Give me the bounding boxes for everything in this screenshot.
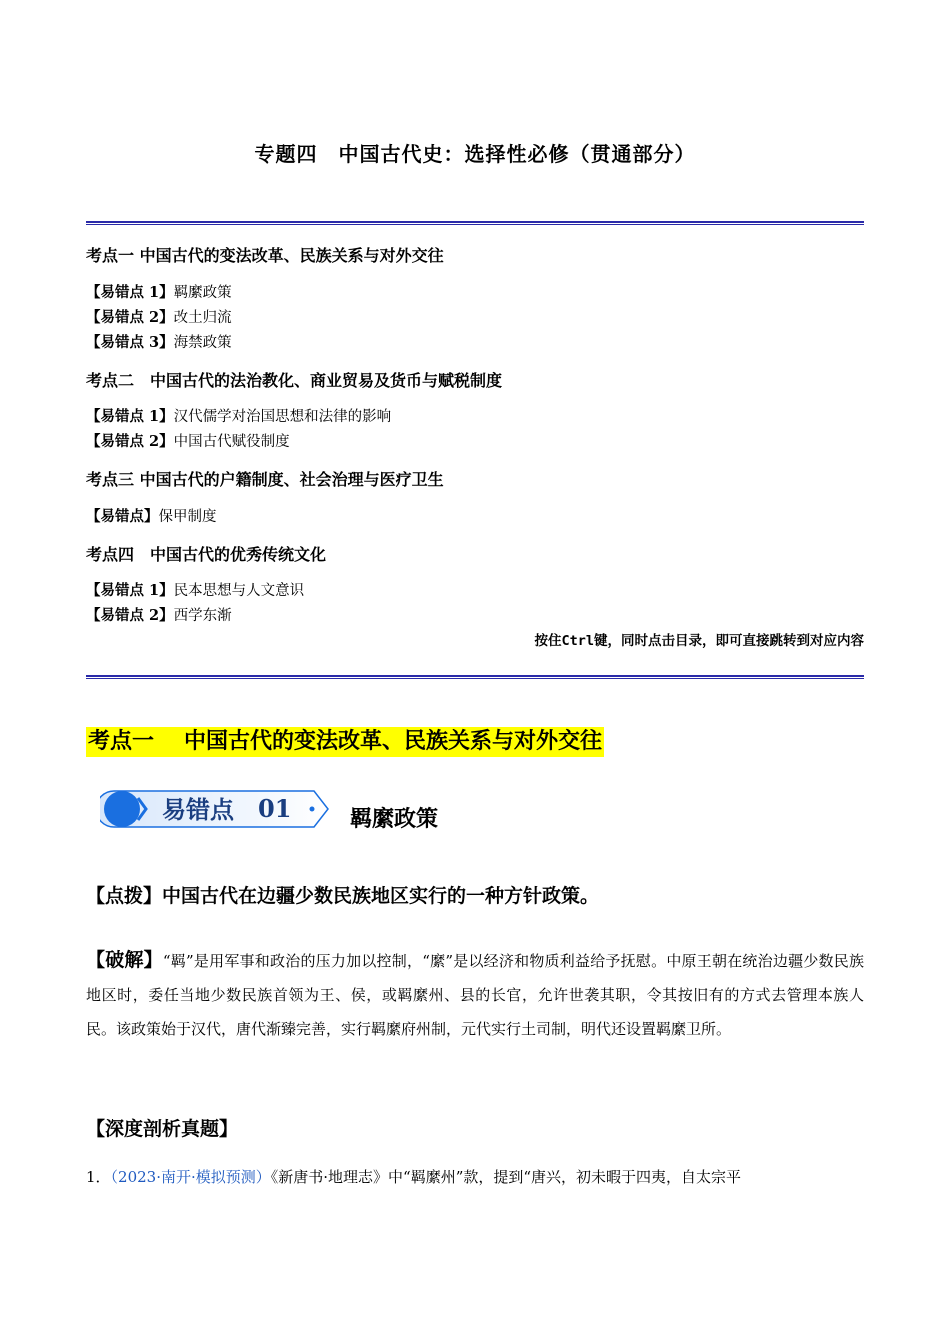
question-source[interactable]: （2023·南开·模拟预测） xyxy=(110,1168,271,1186)
document-title: 专题四 中国古代史：选择性必修（贯通部分） xyxy=(254,142,696,166)
toc-item-text: 汉代儒学对治国思想和法律的影响 xyxy=(173,409,392,425)
toc-item[interactable] xyxy=(86,306,232,327)
toc-heading-1[interactable]: 考点一 中国古代的变法改革、民族关系与对外交往 xyxy=(86,246,444,265)
toc-item[interactable] xyxy=(86,505,217,526)
toc-item-tag: 【易错点 3】 xyxy=(86,334,174,351)
toc-item-tag: 【易错点 2】 xyxy=(86,607,174,624)
toc-item-tag: 【易错点】 xyxy=(86,508,159,525)
error-point-badge xyxy=(100,788,332,830)
explain-body: “羁”是用军事和政治的压力加以控制，“縻”是以经济和物质利益给予抚慰。中原王朝在统治边疆少数民族地区时，委任当地少数民族首领为王、侯，或羁縻州、县的长官，允许世袭其职，令其按旧有的方式去管理本族人民。该政策始于汉代，唐代渐臻完善，实行羁縻府州制，元代实行土司制，明代还设置羁縻卫所。 xyxy=(86,952,864,1038)
toc-item-tag: 【易错点 2】 xyxy=(86,309,174,326)
toc-item[interactable] xyxy=(86,331,232,352)
top-divider xyxy=(86,221,864,226)
toc-item-tag: 【易错点 1】 xyxy=(86,408,174,425)
toc-item-text: 海禁政策 xyxy=(173,335,232,351)
question-number: 1． xyxy=(86,1168,111,1186)
section-title: 中国古代的变法改革、民族关系与对外交往 xyxy=(184,729,603,754)
toc-item[interactable] xyxy=(86,405,391,426)
dot-icon xyxy=(310,807,315,812)
toc-item-tag: 【易错点 1】 xyxy=(86,582,174,599)
toc-item-text: 民本思想与人文意识 xyxy=(173,583,305,599)
badge-number: 01 xyxy=(258,794,292,823)
toc-item-text: 羁縻政策 xyxy=(173,285,232,301)
toc-item-text: 保甲制度 xyxy=(158,509,217,525)
explain-paragraph xyxy=(86,943,864,1046)
toc-heading-2[interactable]: 考点二 中国古代的法治教化、商业贸易及货币与赋税制度 xyxy=(86,371,503,390)
toc-item-text: 中国古代赋役制度 xyxy=(173,434,290,450)
error-point-title: 羁縻政策 xyxy=(350,807,439,832)
tip-line: 【点拨】中国古代在边疆少数民族地区实行的一种方针政策。 xyxy=(86,885,600,907)
explain-lead: 【破解】 xyxy=(86,949,163,971)
toc-heading-4[interactable]: 考点四 中国古代的优秀传统文化 xyxy=(86,545,327,564)
badge-circle-icon xyxy=(104,791,140,827)
toc-item[interactable] xyxy=(86,579,304,600)
section-label: 考点一 xyxy=(88,729,155,754)
toc-item[interactable] xyxy=(86,604,232,625)
toc-item-tag: 【易错点 1】 xyxy=(86,284,174,301)
ctrl-click-note: 按住Ctrl键，同时点击目录，即可直接跳转到对应内容 xyxy=(534,633,864,649)
section-heading-highlighted xyxy=(86,727,604,757)
toc-item-text: 西学东渐 xyxy=(173,608,232,624)
toc-item[interactable] xyxy=(86,430,290,451)
badge-text: 易错点 xyxy=(162,796,234,824)
question-1 xyxy=(86,1166,741,1187)
toc-item[interactable] xyxy=(86,281,232,302)
bottom-divider xyxy=(86,675,864,680)
toc-item-tag: 【易错点 2】 xyxy=(86,433,174,450)
toc-item-text: 改土归流 xyxy=(173,310,232,326)
deep-analysis-heading: 【深度剖析真题】 xyxy=(86,1118,239,1140)
toc-heading-3[interactable]: 考点三 中国古代的户籍制度、社会治理与医疗卫生 xyxy=(86,470,444,489)
question-text: 《新唐书·地理志》中“羁縻州”款，提到“唐兴，初未暇于四夷，自太宗平 xyxy=(270,1168,742,1186)
